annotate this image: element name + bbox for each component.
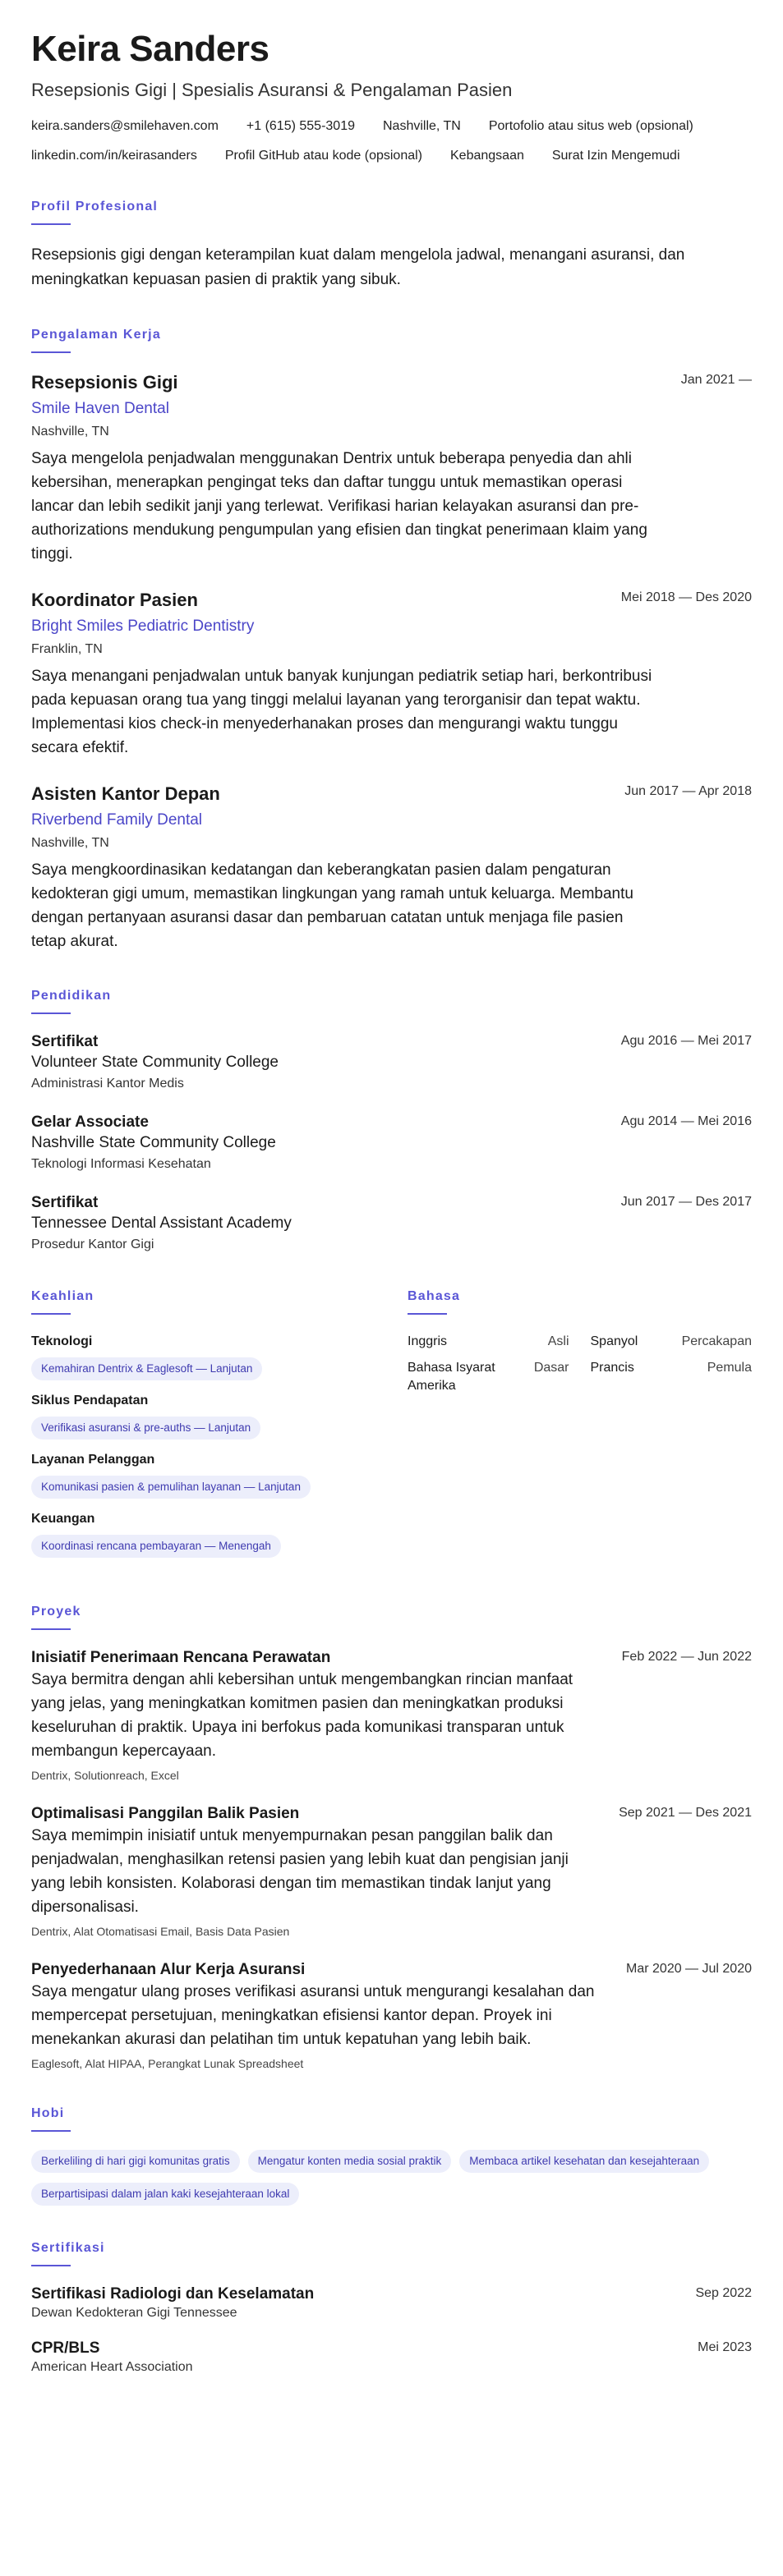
education-entry <box>31 1193 752 1254</box>
certification-date: Mei 2023 <box>698 2340 752 2354</box>
section-divider <box>31 1313 71 1315</box>
education-entry <box>31 1113 752 1173</box>
section-divider <box>31 1628 71 1630</box>
hobby-chip: Berkeliling di hari gigi komunitas gratis <box>31 2150 240 2173</box>
hobby-list <box>31 2150 752 2206</box>
skill-group-name: Teknologi <box>31 1334 93 1348</box>
project-title: Optimalisasi Panggilan Balik Pasien <box>31 1805 300 1822</box>
project-title: Inisiatif Penerimaan Rencana Perawatan <box>31 1649 331 1666</box>
section-title: Pengalaman Kerja <box>31 328 161 342</box>
certification-issuer: Dewan Kedokteran Gigi Tennessee <box>31 2306 237 2320</box>
education-field: Teknologi Informasi Kesehatan <box>31 1157 211 1171</box>
certifications-section <box>31 2240 752 2376</box>
section-title: Bahasa <box>408 1289 461 1303</box>
skill-group-name: Siklus Pendapatan <box>31 1394 149 1407</box>
project-description: Saya memimpin inisiatif untuk menyempurnakan pesan panggilan balik dan penjadwalan, menghasilkan retensi pasien yang lebih kuat dan pengisian janji yang lebih konsisten. Kolaborasi dengan tim memastikan tindak lanjut yang dipersonalisasi. <box>31 1827 569 1916</box>
section-divider <box>31 2265 71 2266</box>
skills-languages-row <box>31 1288 752 1569</box>
project-entry <box>31 1648 752 1783</box>
language-level: Pemula <box>707 1361 752 1375</box>
project-description: Saya mengatur ulang proses verifikasi asuransi untuk mengurangi kesalahan dan mempercepat persetujuan, meningkatkan efisiensi kantor depan. Proyek ini menekankan akurasi dan pelatihan tim untuk kepatuhan yang lebih baik. <box>31 1983 595 2048</box>
contact-drivers-license: Surat Izin Mengemudi <box>551 149 680 163</box>
certification-title: Sertifikasi Radiologi dan Keselamatan <box>31 2285 315 2303</box>
job-company: Riverbend Family Dental <box>31 811 203 829</box>
language-name: Bahasa Isyarat Amerika <box>408 1361 495 1393</box>
hobby-chip: Berpartisipasi dalam jalan kaki kesejahteraan lokal <box>31 2183 299 2206</box>
language-name: Spanyol <box>590 1334 638 1348</box>
job-title: Resepsionis Gigi <box>31 372 178 393</box>
skill-chip: Koordinasi rencana pembayaran — Menengah <box>31 1535 281 1558</box>
headline: Resepsionis Gigi | Spesialis Asuransi & Pengalaman Pasien <box>31 80 513 100</box>
education-school: Nashville State Community College <box>31 1134 276 1151</box>
job-location: Nashville, TN <box>31 836 109 850</box>
contact-phone[interactable]: +1 (615) 555-3019 <box>246 119 355 133</box>
education-degree: Sertifikat <box>31 1194 99 1211</box>
project-date: Feb 2022 — Jun 2022 <box>621 1650 752 1664</box>
language-name: Prancis <box>590 1361 634 1375</box>
certification-issuer: American Heart Association <box>31 2360 193 2374</box>
education-field: Administrasi Kantor Medis <box>31 1077 184 1091</box>
skill-group <box>31 1392 408 1440</box>
hobby-chip: Mengatur konten media sosial praktik <box>248 2150 452 2173</box>
language-name: Inggris <box>408 1334 448 1348</box>
job-entry <box>31 589 752 760</box>
section-title: Proyek <box>31 1605 81 1619</box>
certification-date: Sep 2022 <box>695 2286 752 2300</box>
candidate-name: Keira Sanders <box>31 29 269 69</box>
contact-list <box>31 118 752 164</box>
certification-entry <box>31 2339 752 2376</box>
job-title: Asisten Kantor Depan <box>31 783 220 804</box>
skill-chip: Kemahiran Dentrix & Eaglesoft — Lanjutan <box>31 1357 262 1380</box>
education-entry <box>31 1032 752 1093</box>
job-entry <box>31 371 752 566</box>
project-tech: Dentrix, Solutionreach, Excel <box>31 1769 179 1782</box>
language-level: Dasar <box>533 1361 569 1375</box>
language-level: Percakapan <box>681 1334 752 1348</box>
skills-section <box>31 1288 408 1569</box>
section-divider <box>31 223 71 225</box>
education-date: Agu 2014 — Mei 2016 <box>620 1114 752 1128</box>
project-tech: Eaglesoft, Alat HIPAA, Perangkat Lunak Spreadsheet <box>31 2057 304 2070</box>
skill-group <box>31 1451 408 1499</box>
job-company: Bright Smiles Pediatric Dentistry <box>31 618 255 635</box>
language-item <box>591 1359 753 1395</box>
project-date: Mar 2020 — Jul 2020 <box>626 1962 752 1976</box>
job-location: Nashville, TN <box>31 425 109 439</box>
language-level: Asli <box>547 1334 569 1348</box>
job-date: Jan 2021 — <box>680 373 752 387</box>
section-divider <box>31 2130 71 2132</box>
education-degree: Sertifikat <box>31 1033 99 1050</box>
project-tech: Dentrix, Alat Otomatisasi Email, Basis Data Pasien <box>31 1925 290 1938</box>
education-degree: Gelar Associate <box>31 1114 149 1131</box>
certification-entry <box>31 2284 752 2322</box>
language-item <box>591 1333 753 1351</box>
skill-chip: Komunikasi pasien & pemulihan layanan — Lanjutan <box>31 1476 311 1499</box>
contact-nationality: Kebangsaan <box>450 149 524 163</box>
certification-title: CPR/BLS <box>31 2340 100 2357</box>
project-entry <box>31 1804 752 1939</box>
language-item <box>408 1359 569 1395</box>
projects-section <box>31 1604 752 2071</box>
summary-text: Resepsionis gigi dengan keterampilan kuat dalam mengelola jadwal, menangani asuransi, dan meningkatkan kepuasan pasien di praktik yang sibuk. <box>31 246 685 288</box>
education-date: Agu 2016 — Mei 2017 <box>620 1034 752 1048</box>
section-divider <box>31 1012 71 1014</box>
section-title: Sertifikasi <box>31 2241 105 2255</box>
project-title: Penyederhanaan Alur Kerja Asuransi <box>31 1961 306 1978</box>
job-title: Koordinator Pasien <box>31 590 198 610</box>
section-title: Pendidikan <box>31 989 112 1003</box>
summary-section <box>31 199 752 292</box>
job-date: Jun 2017 — Apr 2018 <box>624 784 752 798</box>
section-title: Hobi <box>31 2106 65 2120</box>
project-entry <box>31 1960 752 2071</box>
job-description: Saya mengelola penjadwalan menggunakan Dentrix untuk beberapa penyedia dan ahli kebersihan, menerapkan pengingat teks dan daftar tunggu untuk memastikan operasi lancar dan lebih sedikit janji yang terlewat. Verifikasi harian kelayakan asuransi dan pre-authorizations mendukung pengumpulan yang efisien dan tingkat penerimaan klaim yang tinggi. <box>31 450 647 562</box>
contact-portfolio[interactable]: Portofolio atau situs web (opsional) <box>488 119 693 133</box>
hobbies-section <box>31 2105 752 2206</box>
hobby-chip: Membaca artikel kesehatan dan kesejahteraan <box>459 2150 709 2173</box>
contact-github[interactable]: Profil GitHub atau kode (opsional) <box>224 149 422 163</box>
project-description: Saya bermitra dengan ahli kebersihan untuk mengembangkan rincian manfaat yang jelas, yang meningkatkan komitmen pasien dan meningkatkan produksi keseluruhan di praktik. Upaya ini berfokus pada komunikasi transparan untuk membangun kepercayaan. <box>31 1671 573 1760</box>
contact-email[interactable]: keira.sanders@smilehaven.com <box>31 119 219 133</box>
job-entry <box>31 783 752 953</box>
contact-linkedin[interactable]: linkedin.com/in/keirasanders <box>31 149 197 163</box>
skill-group <box>31 1510 408 1558</box>
skill-group <box>31 1333 408 1380</box>
experience-section <box>31 327 752 953</box>
job-date: Mei 2018 — Des 2020 <box>620 590 752 604</box>
project-date: Sep 2021 — Des 2021 <box>619 1806 752 1820</box>
education-date: Jun 2017 — Des 2017 <box>620 1195 752 1209</box>
education-school: Tennessee Dental Assistant Academy <box>31 1215 292 1232</box>
language-item <box>408 1333 569 1351</box>
contact-location: Nashville, TN <box>383 119 461 133</box>
job-description: Saya menangani penjadwalan untuk banyak kunjungan pediatrik setiap hari, berkontribusi pada kepuasan orang tua yang tinggi melalui layanan yang terorganisir dan tepat waktu. Implementasi kios check-in menyederhanakan proses dan mengurangi waktu tunggu secara efektif. <box>31 668 652 756</box>
section-title: Profil Profesional <box>31 200 159 214</box>
education-school: Volunteer State Community College <box>31 1054 279 1071</box>
section-title: Keahlian <box>31 1289 94 1303</box>
section-divider <box>31 351 71 353</box>
education-section <box>31 988 752 1254</box>
language-list <box>408 1333 752 1395</box>
job-description: Saya mengkoordinasikan kedatangan dan keberangkatan pasien dalam pengaturan kedokteran gigi umum, memastikan lingkungan yang ramah untuk keluarga. Membantu dengan pertanyaan asuransi dasar dan pembaruan catatan untuk menjaga file pasien tetap akurat. <box>31 861 633 950</box>
skill-chip: Verifikasi asuransi & pre-auths — Lanjutan <box>31 1417 260 1440</box>
languages-section <box>408 1288 752 1569</box>
job-location: Franklin, TN <box>31 642 103 656</box>
skill-group-name: Keuangan <box>31 1512 95 1526</box>
section-divider <box>408 1313 447 1315</box>
job-company: Smile Haven Dental <box>31 400 169 417</box>
skill-group-name: Layanan Pelanggan <box>31 1453 155 1467</box>
education-field: Prosedur Kantor Gigi <box>31 1237 154 1251</box>
